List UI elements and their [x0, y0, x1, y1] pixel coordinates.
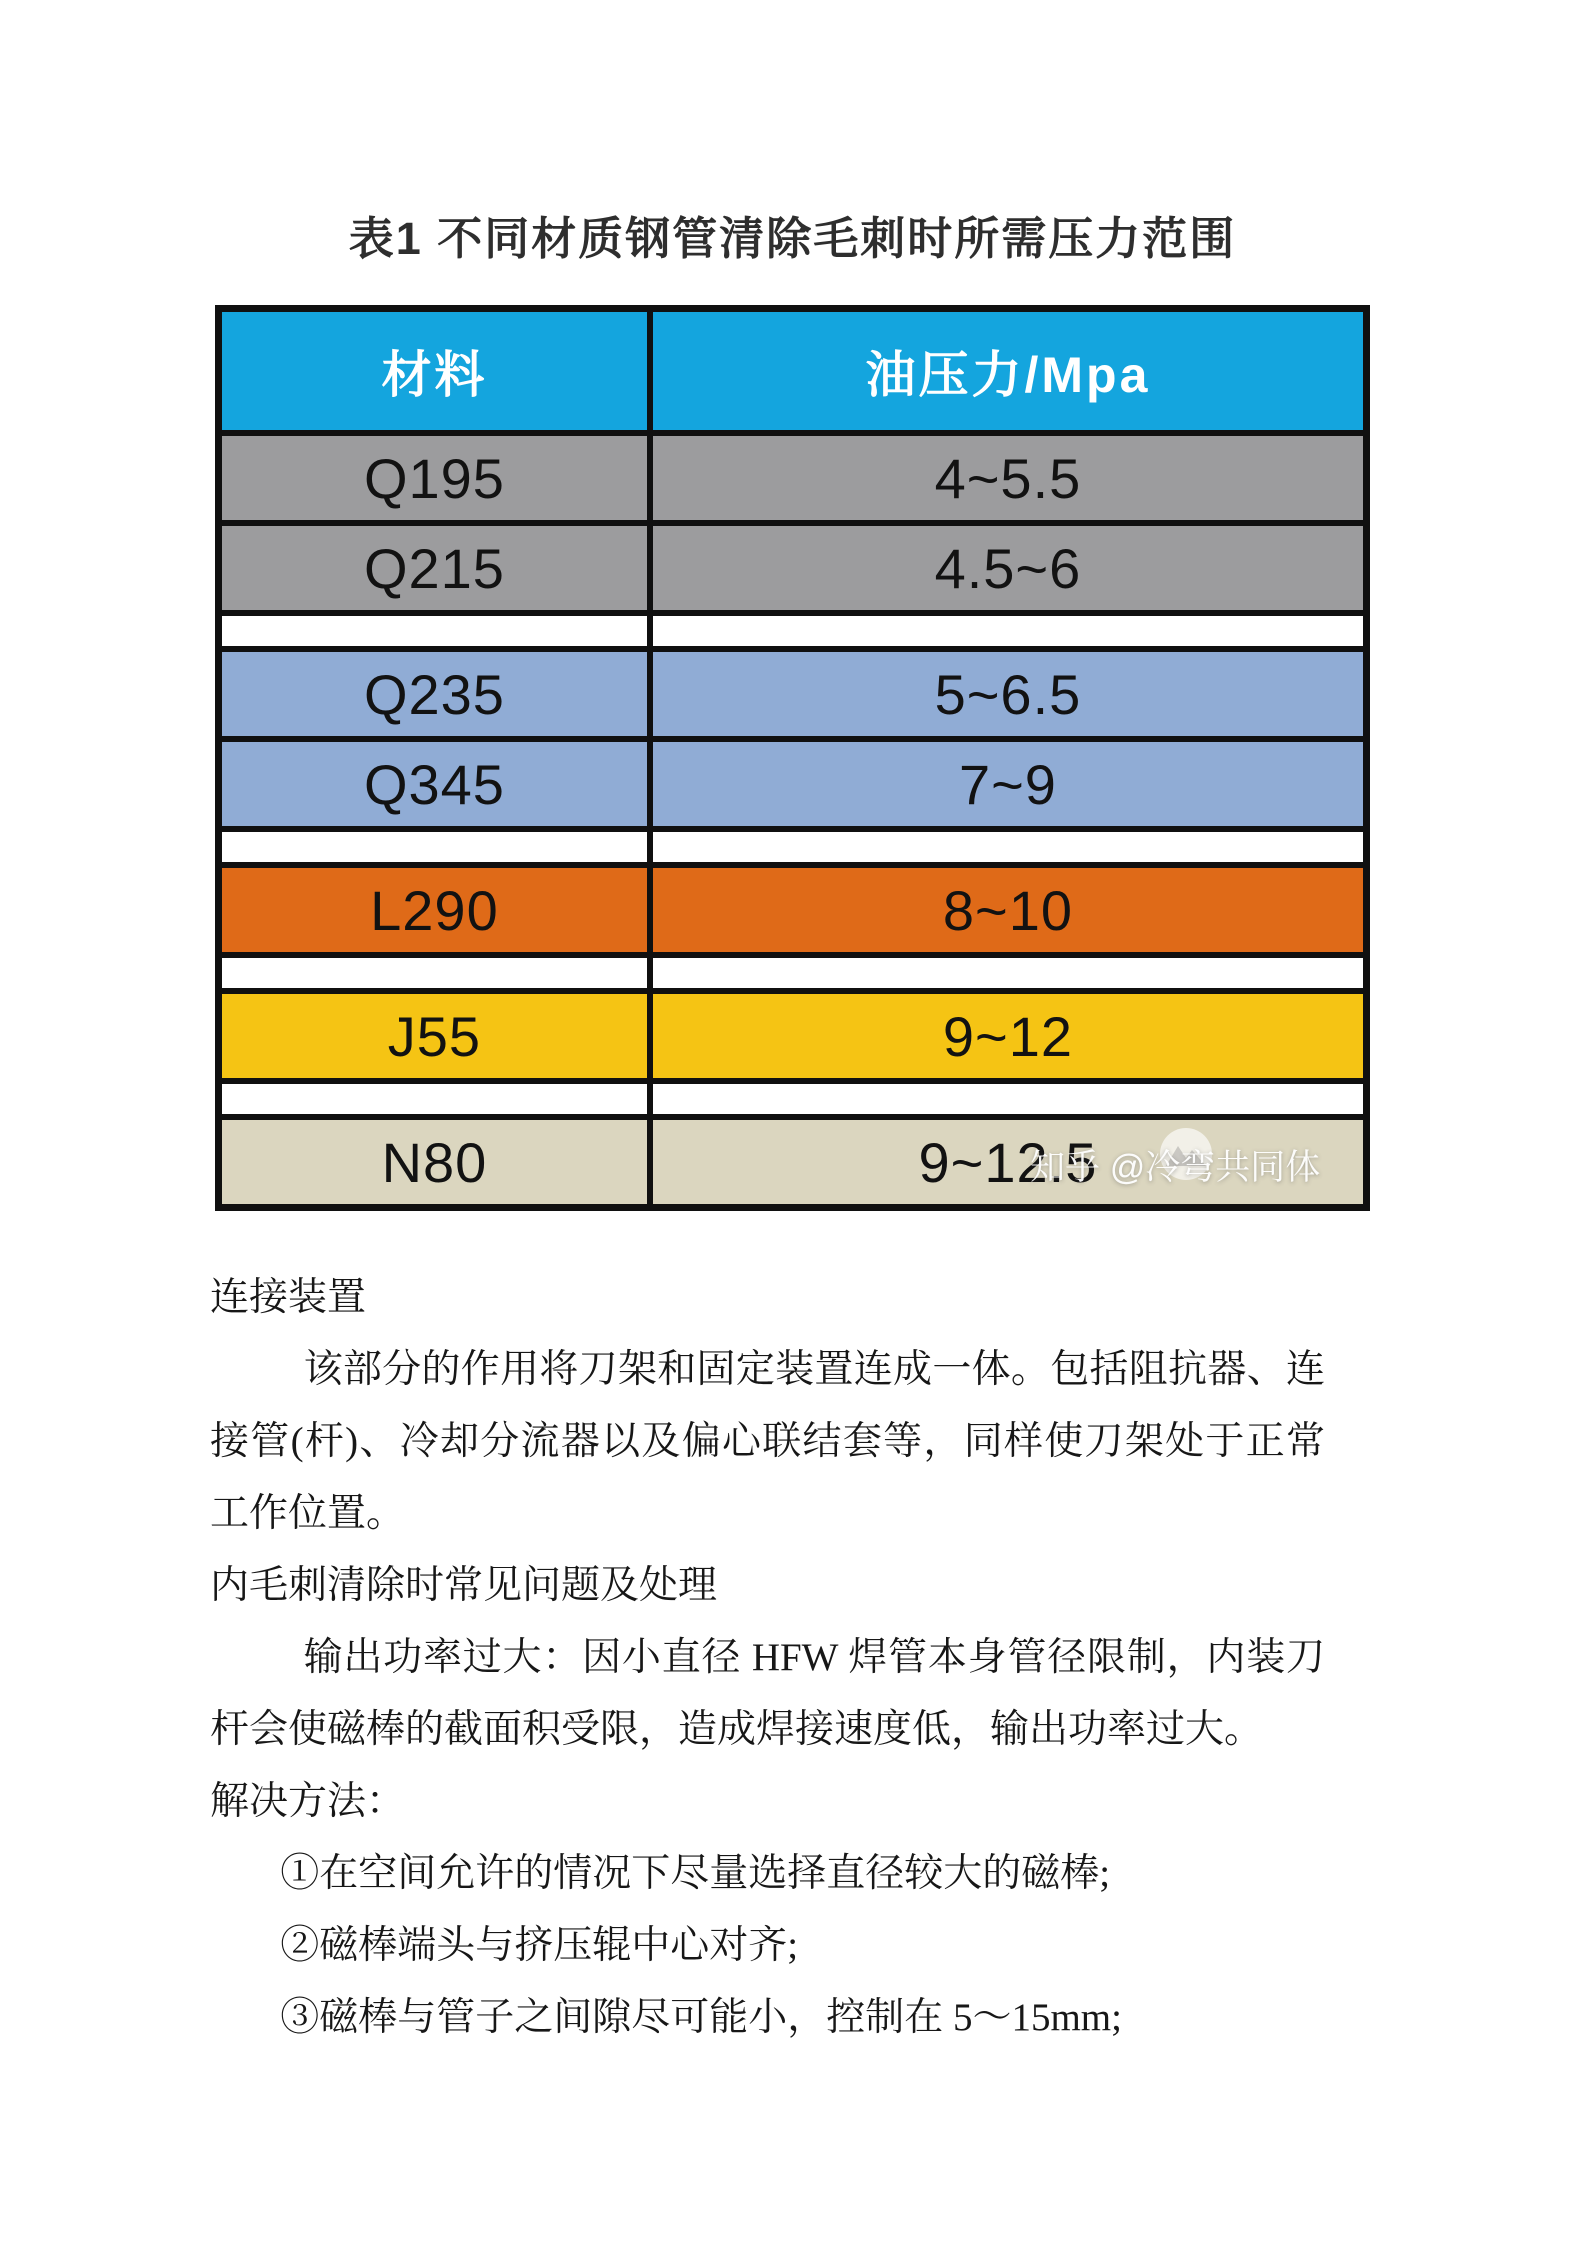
table-row [222, 436, 1363, 520]
gap-cell [222, 616, 647, 646]
header-cell-pressure: 油压力/Mpa [653, 312, 1363, 430]
zhihu-watermark [1030, 1140, 1320, 1190]
material-cell: Q195 [222, 436, 647, 520]
section-heading: 解决方法： [210, 1780, 406, 1823]
table-row [222, 652, 1363, 736]
gap-cell [653, 616, 1363, 646]
pressure-cell: 9~12 [653, 994, 1363, 1078]
gap-cell [653, 958, 1363, 988]
table-row [222, 742, 1363, 826]
table-gap-row [222, 616, 1363, 646]
material-cell: Q215 [222, 526, 647, 610]
material-cell: Q235 [222, 652, 647, 736]
table-row [222, 868, 1363, 952]
pressure-cell: 5~6.5 [653, 652, 1363, 736]
gap-cell [222, 958, 647, 988]
list-item: ③磁棒与管子之间隙尽可能小，控制在 5～15mm; [280, 1996, 1122, 2039]
list-item: ①在空间允许的情况下尽量选择直径较大的磁棒; [280, 1852, 1111, 1895]
pressure-cell: 7~9 [653, 742, 1363, 826]
pressure-cell: 8~10 [653, 868, 1363, 952]
section-heading: 内毛刺清除时常见问题及处理 [210, 1564, 718, 1607]
gap-cell [653, 832, 1363, 862]
gap-cell [222, 1084, 647, 1114]
table-row [222, 526, 1363, 610]
table-header-row [222, 312, 1363, 430]
gap-cell [222, 832, 647, 862]
pressure-cell: 9~12.5 [653, 1120, 1363, 1204]
pressure-cell: 4~5.5 [653, 436, 1363, 520]
table-gap-row [222, 1084, 1363, 1114]
material-cell: J55 [222, 994, 647, 1078]
material-cell: N80 [222, 1120, 647, 1204]
paragraph: 该部分的作用将刀架和固定装置连成一体。包括阻抗器、连接管(杆)、冷却分流器以及偏心联结套等，同样使刀架处于正常工作位置。 [210, 1348, 1325, 1535]
section-heading: 连接装置 [210, 1276, 367, 1319]
pressure-table [215, 305, 1370, 1211]
watermark-text: 知乎 @冷弯共同体 [1030, 1148, 1321, 1187]
table-row [222, 994, 1363, 1078]
header-cell-material: 材料 [222, 312, 647, 430]
paragraph: 输出功率过大：因小直径 HFW 焊管本身管径限制，内装刀杆会使磁棒的截面积受限，造成焊接速度低，输出功率过大。 [210, 1636, 1325, 1751]
gap-cell [653, 1084, 1363, 1114]
table-gap-row [222, 832, 1363, 862]
page-title: 表1 不同材质钢管清除毛刺时所需压力范围 [348, 213, 1237, 264]
pressure-cell: 4.5~6 [653, 526, 1363, 610]
article-body [210, 1262, 1325, 2054]
list-item: ②磁棒端头与挤压辊中心对齐; [280, 1924, 799, 1967]
table-gap-row [222, 958, 1363, 988]
material-cell: Q345 [222, 742, 647, 826]
material-cell: L290 [222, 868, 647, 952]
